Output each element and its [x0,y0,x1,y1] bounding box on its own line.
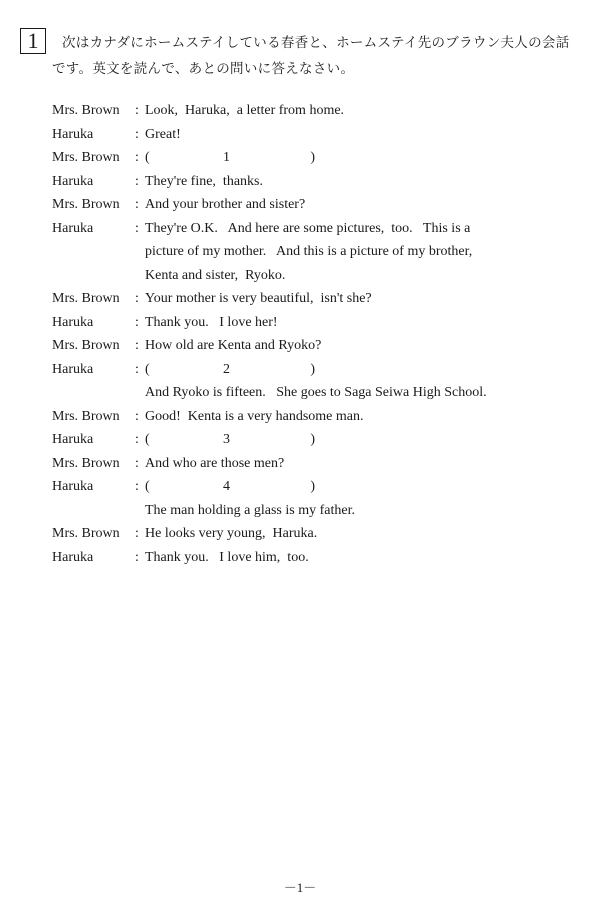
speaker-colon: : [135,338,139,353]
speaker-name: Haruka [52,549,94,565]
speech-text [145,287,582,311]
speaker-name: Mrs. Brown [52,526,120,541]
dialogue-line [52,452,582,476]
speech-text [145,193,582,217]
speaker-name: Mrs. Brown [52,197,120,212]
speech-line: And who are those men? [145,455,285,471]
speaker-name: Mrs. Brown [52,150,120,165]
dialogue-line [52,405,582,429]
speaker-name: Mrs. Brown [52,408,120,424]
speaker-colon: : [135,314,139,330]
speech-text [145,146,582,170]
blank-open-paren: ( [145,150,150,165]
dialogue-line [52,428,582,452]
speaker-name: Mrs. Brown [52,455,120,471]
blank-number: 3 [223,432,230,447]
dialogue-line [52,287,582,311]
dialogue-line [52,334,582,358]
speaker-name: Mrs. Brown [52,103,120,118]
speech-text [145,546,582,570]
dialogue-line [52,146,582,170]
speaker-colon: : [135,549,139,565]
dialogue-line [52,123,582,147]
speech-text [145,311,582,335]
speech-line: He looks very young, Haruka. [145,526,318,541]
dialogue-line [52,217,582,288]
speaker-colon: : [135,291,139,306]
blank-number: 4 [223,479,230,494]
speech-text [145,334,582,358]
blank-close-paren: ) [310,432,315,447]
answer-blank-line [145,428,582,452]
blank-open-paren: ( [145,432,150,447]
speech-line: picture of my mother. And this is a picture of my brother, [145,244,473,259]
answer-blank [145,475,315,499]
speech-line: And your brother and sister? [145,197,306,212]
question-instructions: 次はカナダにホームステイしている春香と、ホームステイ先のブラウン夫人の会話です。英文を読んで、あとの問いに答えなさい。 [52,35,570,77]
speech-text [145,405,582,429]
speaker-name: Haruka [52,126,94,142]
speech-line: The man holding a glass is my father. [145,502,355,518]
speaker-colon: : [135,126,139,142]
speaker-name: Haruka [52,432,94,447]
speaker-colon: : [135,197,139,212]
speaker-colon: : [135,103,139,118]
speech-line: How old are Kenta and Ryoko? [145,338,322,353]
dialogue-line [52,475,582,522]
speech-line: Thank you. I love him, too. [145,549,309,565]
speaker-colon: : [135,173,139,189]
speaker-name: Haruka [52,479,94,494]
speaker-name: Haruka [52,220,94,236]
speech-text [145,452,582,476]
speech-line: And Ryoko is fifteen. She goes to Saga Seiwa High School. [145,385,487,400]
speech-line: Kenta and sister, Ryoko. [145,267,286,283]
speech-text [145,428,582,452]
page-number: －1－ [283,880,317,895]
speaker-colon: : [135,455,139,471]
speaker-colon: : [135,432,139,447]
speech-line: Your mother is very beautiful, isn't she? [145,291,372,306]
speech-text [145,99,582,123]
answer-blank-line [145,475,582,499]
dialogue [52,99,582,569]
blank-open-paren: ( [145,361,150,377]
speaker-colon: : [135,479,139,494]
speaker-colon: : [135,150,139,165]
speaker-name: Mrs. Brown [52,291,120,306]
dialogue-line [52,170,582,194]
blank-number: 2 [223,361,230,377]
answer-blank [145,428,315,452]
speech-line: Good! Kenta is a very handsome man. [145,408,364,424]
speaker-colon: : [135,220,139,236]
speaker-name: Haruka [52,314,94,330]
dialogue-line [52,522,582,546]
answer-blank-line [145,146,582,170]
speaker-name: Haruka [52,361,94,377]
speech-text [145,475,582,522]
speech-line: They're O.K. And here are some pictures, too. This is a [145,220,471,236]
blank-number: 1 [223,150,230,165]
dialogue-line [52,358,582,405]
blank-close-paren: ) [310,361,315,377]
speaker-name: Haruka [52,173,94,189]
speech-line: Great! [145,126,181,142]
answer-blank [145,146,315,170]
speech-text [145,522,582,546]
speech-line: Thank you. I love her! [145,314,278,330]
answer-blank-line [145,358,582,382]
dialogue-line [52,311,582,335]
blank-close-paren: ) [310,150,315,165]
speaker-colon: : [135,408,139,424]
dialogue-line [52,546,582,570]
speech-text [145,123,582,147]
speech-line: Look, Haruka, a letter from home. [145,103,345,118]
speech-line: They're fine, thanks. [145,173,263,189]
speaker-colon: : [135,361,139,377]
speech-text [145,170,582,194]
blank-close-paren: ) [310,479,315,494]
blank-open-paren: ( [145,479,150,494]
dialogue-line [52,99,582,123]
question-number-box: 1 [20,28,46,54]
speaker-colon: : [135,526,139,541]
speech-text [145,358,582,405]
speaker-name: Mrs. Brown [52,338,120,353]
dialogue-line [52,193,582,217]
answer-blank [145,358,315,382]
speech-text [145,217,582,288]
